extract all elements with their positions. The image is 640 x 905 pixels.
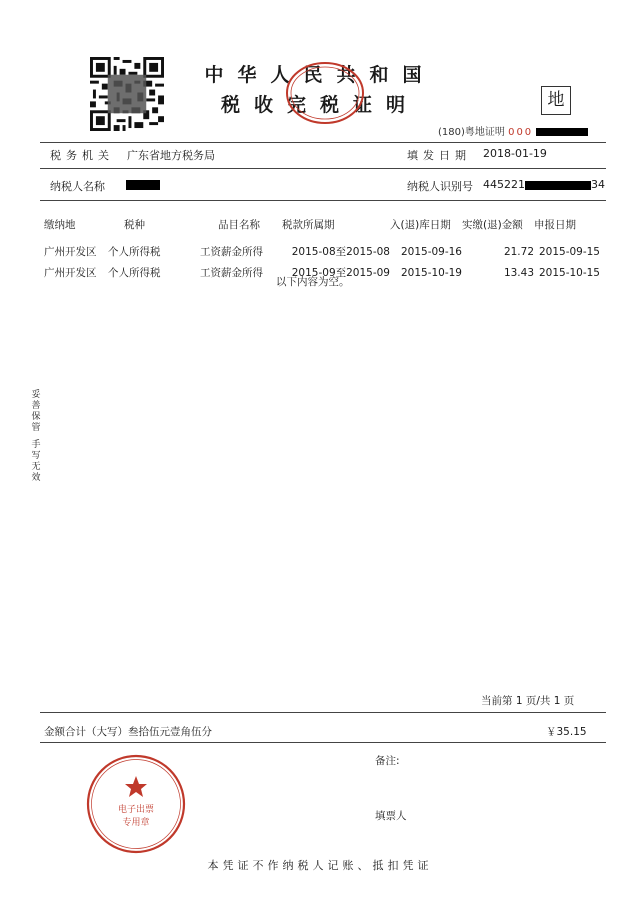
tax-seal-top	[284, 60, 366, 126]
document-title-line2: 税收完税证明	[220, 94, 419, 116]
table-row	[44, 243, 600, 264]
table-cell: 21.72	[503, 245, 534, 258]
side-note-line1: 妥善保管	[31, 390, 41, 433]
tax-office-label: 税务机关	[50, 149, 114, 162]
seal-star-icon	[125, 776, 147, 797]
taxpayer-id-value	[483, 178, 605, 191]
table-cell: 工资薪金所得	[200, 246, 263, 258]
issue-date-value: 2018-01-19	[483, 147, 547, 160]
table-cell: 13.43	[503, 266, 534, 279]
certificate-number-visible: 000	[508, 127, 534, 138]
remarks-label: 备注:	[375, 755, 400, 767]
table-cell: 2015-10-19	[400, 266, 462, 279]
table-cell: 广州开发区	[44, 267, 97, 279]
taxpayer-name-redaction	[126, 180, 160, 190]
side-note-line2: 手写无效	[31, 440, 41, 483]
taxpayer-id-prefix: 445221	[483, 178, 525, 191]
official-seal	[84, 752, 188, 856]
table-cell: 个人所得税	[108, 267, 161, 279]
column-header: 税款所属期	[282, 219, 335, 231]
column-header: 税种	[124, 219, 145, 231]
footer-note: 本凭证不作纳税人记账、抵扣凭证	[207, 859, 433, 872]
table-cell: 工资薪金所得	[200, 267, 263, 279]
document-title-line1: 中华人民共和国	[204, 64, 436, 86]
column-header: 缴纳地	[44, 219, 76, 231]
issuer-label: 填票人	[375, 810, 407, 822]
tax-office-value: 广东省地方税务局	[127, 149, 215, 162]
pagination: 当前第 1 页/共 1 页	[481, 695, 575, 707]
issue-date-label: 填发日期	[407, 149, 471, 162]
table-cell: 2015-09-16	[400, 245, 462, 258]
seal-inner-text-1: 电子出票	[117, 805, 155, 815]
table-cell: 广州开发区	[44, 246, 97, 258]
table-cell: 2015-08至2015-08	[291, 246, 390, 258]
table-cell: 个人所得税	[108, 246, 161, 258]
taxpayer-id-suffix: 34	[591, 178, 605, 191]
table-cell: 2015-09至2015-09	[291, 267, 390, 279]
taxpayer-id-label: 纳税人识别号	[407, 180, 473, 193]
region-box: 地	[541, 86, 571, 115]
table-cell: 2015-10-15	[538, 266, 600, 279]
empty-note: 以下内容为空。	[276, 276, 350, 288]
seal-inner-text-2: 专用章	[122, 818, 150, 828]
separator-table	[40, 200, 606, 201]
column-header: 入(退)库日期	[390, 219, 451, 231]
redaction-bar	[536, 128, 588, 136]
side-note	[29, 390, 43, 484]
certificate-prefix: (180)粤地证明	[438, 127, 505, 138]
column-header: 品目名称	[218, 219, 260, 231]
total-label: 金额合计（大写）叁拾伍元壹角伍分	[44, 726, 212, 738]
certificate-number	[438, 123, 588, 138]
separator-total-bottom	[40, 742, 606, 743]
separator-top	[40, 142, 606, 143]
separator-total-top	[40, 712, 606, 713]
total-amount: ￥35.15	[546, 726, 587, 738]
taxpayer-name-label: 纳税人名称	[50, 180, 105, 193]
table-header-row	[44, 217, 600, 243]
column-header: 申报日期	[534, 219, 576, 231]
table-cell: 2015-09-15	[538, 245, 600, 258]
taxpayer-id-redaction	[525, 181, 591, 190]
separator-mid	[40, 168, 606, 169]
column-header: 实缴(退)金额	[462, 219, 523, 231]
